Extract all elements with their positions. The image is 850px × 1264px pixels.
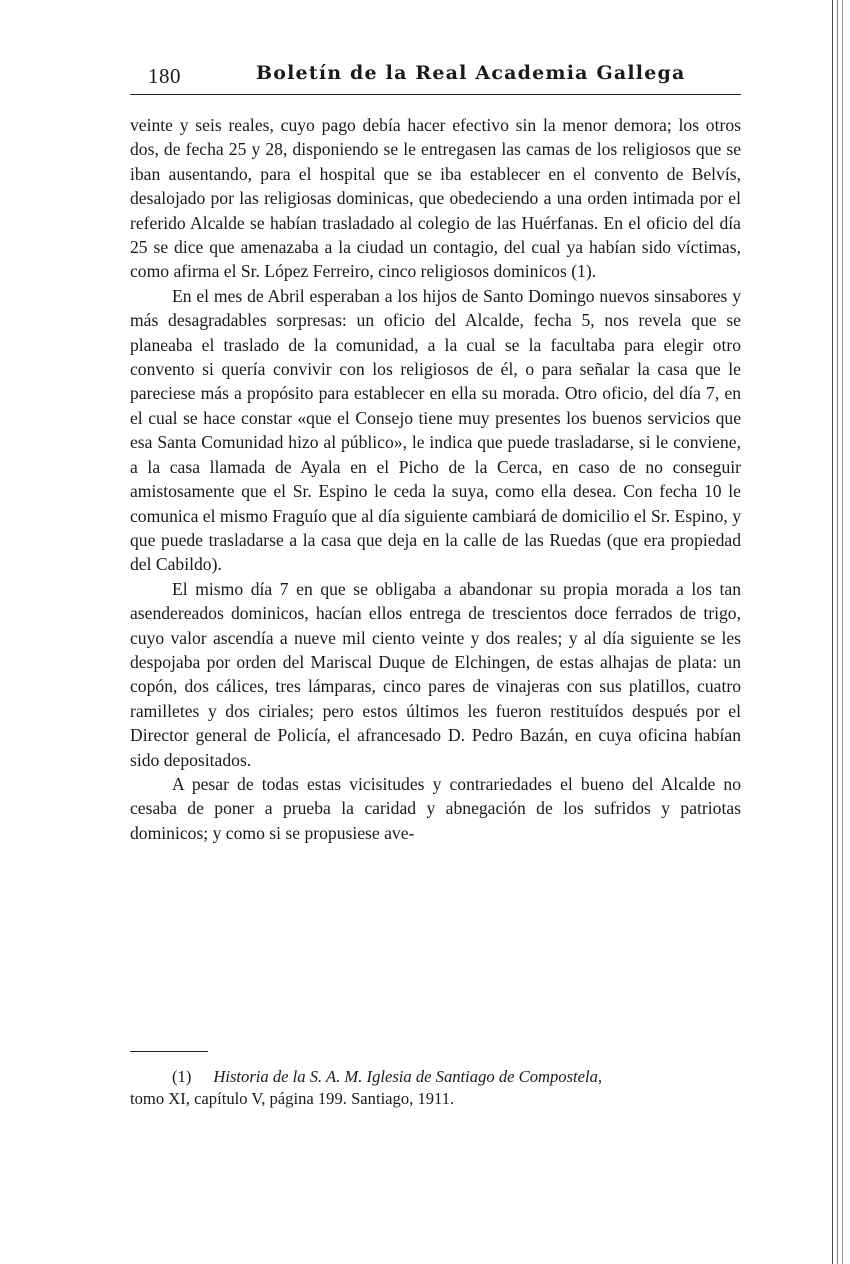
page-edge-line: [832, 0, 833, 1264]
footnote-title: Historia de la S. A. M. Iglesia de Santiago de Compostela,: [213, 1067, 603, 1086]
footnote: [130, 1066, 751, 1110]
footnote-rule: [130, 1051, 208, 1052]
page-number: 180: [148, 64, 181, 88]
running-title: Boletín de la Real Academia Gallega: [256, 62, 686, 84]
page-header: [130, 62, 742, 92]
page-edge-line: [842, 0, 843, 1264]
paragraph-1: veinte y seis reales, cuyo pago debía hacer efectivo sin la menor demora; los otros dos, de fecha 25 y 28, disponiendo se le entregasen las camas de los religiosos que se iban ausentando, para el hospital que se iba establecer en el convento de Belvís, desalojado por las religiosas dominicas, que obedeciendo a una orden intimada por el referido Alcalde se habían trasladado al colegio de las Huérfanas. En el oficio del día 25 se dice que amenazaba a la ciudad un contagio, del cual ya habían sido víctimas, como afirma el Sr. López Ferreiro, cinco religiosos dominicos (1).: [130, 115, 741, 282]
paragraph-3: El mismo día 7 en que se obligaba a abandonar su propia morada a los tan asendereados dominicos, hacían ellos entrega de trescientos doce ferrados de trigo, cuyo valor ascendía a nueve mil ciento veinte y dos reales; y al día siguiente se les despojaba por orden del Mariscal Duque de Elchingen, de estas alhajas de plata: un copón, dos cálices, tres lámparas, cinco pares de vinajeras con sus platillos, cuatro ramilletes y dos ciriales; pero estos últimos les fueron restituídos después por el Director general de Policía, el afrancesado D. Pedro Bazán, en cuya oficina habían sido depositados.: [130, 578, 741, 770]
footnote-reference: tomo XI, capítulo V, página 199. Santiago, 1911.: [130, 1089, 455, 1108]
page-edge: [828, 0, 850, 1264]
paragraph-4: A pesar de todas estas vicisitudes y contrariedades el bueno del Alcalde no cesaba de poner a prueba la caridad y abnegación de los sufridos y patriotas dominicos; y como si se propusiese ave-: [130, 773, 741, 843]
header-rule: [130, 94, 741, 95]
page-edge-line: [837, 0, 838, 1264]
body-text: [130, 113, 741, 845]
footnote-marker: (1): [172, 1067, 192, 1086]
paragraph-2: En el mes de Abril esperaban a los hijos de Santo Domingo nuevos sinsabores y más desagradables sorpresas: un oficio del Alcalde, fecha 5, nos revela que se planeaba el traslado de la comunidad, a la cual se la facultaba para elegir otro convento si quería convivir con los religiosos de él, o para señalar la casa que le pareciese más a propósito para establecer en ella su morada. Otro oficio, del día 7, en el cual se hace constar «que el Consejo tiene muy presentes los buenos servicios que esa Santa Comunidad hizo al público», le indica que puede trasladarse, si le conviene, a la casa llamada de Ayala en el Picho de la Cerca, en caso de no conseguir amistosamente que el Sr. Espino le ceda la suya, como ella desea. Con fecha 10 le comunica el mismo Fraguío que al día siguiente cambiará de domicilio el Sr. Espino, y que puede trasladarse a la casa que deja en la calle de las Ruedas (que era propiedad del Cabildo).: [130, 285, 741, 575]
